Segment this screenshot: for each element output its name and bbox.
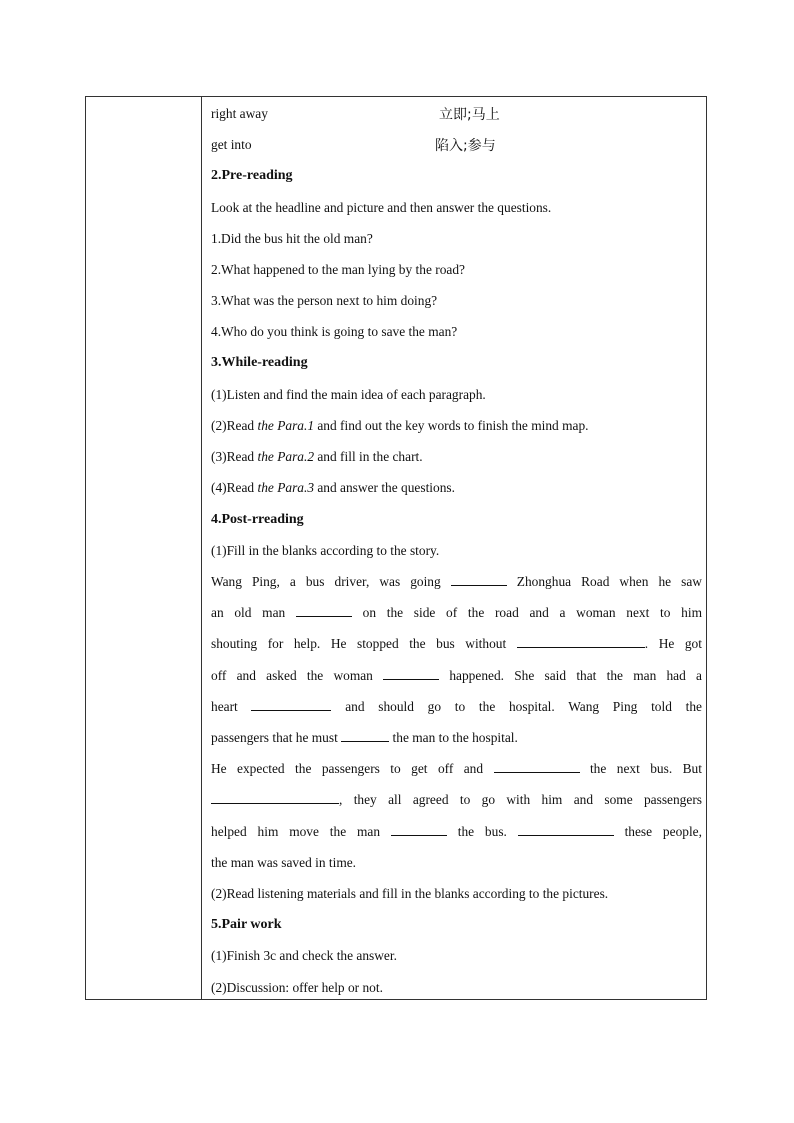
instruction: Look at the headline and picture and then answer the questions. bbox=[211, 200, 552, 215]
task: (1)Finish 3c and check the answer. bbox=[211, 948, 397, 963]
passage-line: shouting for help. He stopped the bus without . He got bbox=[211, 636, 702, 651]
task: (1)Listen and find the main idea of each paragraph. bbox=[211, 387, 486, 402]
section-heading: 2.Pre-reading bbox=[211, 168, 293, 183]
vocab-en: get into bbox=[211, 137, 252, 152]
blank[interactable] bbox=[383, 666, 439, 680]
question: 4.Who do you think is going to save the man? bbox=[211, 324, 458, 339]
task: (1)Fill in the blanks according to the story. bbox=[211, 543, 440, 558]
passage-line: helped him move the man the bus. these people, bbox=[211, 824, 702, 839]
passage-line: off and asked the woman happened. She said that the man had a bbox=[211, 668, 702, 683]
blank[interactable] bbox=[341, 728, 389, 742]
section-heading: 3.While-reading bbox=[211, 355, 308, 370]
vocab-en: right away bbox=[211, 106, 268, 121]
blank[interactable] bbox=[251, 697, 331, 711]
blank[interactable] bbox=[451, 572, 507, 586]
task: (3)Read the Para.2 and fill in the chart. bbox=[211, 449, 423, 464]
passage-line: an old man on the side of the road and a woman next to him bbox=[211, 605, 702, 620]
section-heading: 4.Post-rreading bbox=[211, 512, 304, 527]
question: 2.What happened to the man lying by the road? bbox=[211, 262, 465, 277]
task: (4)Read the Para.3 and answer the questions. bbox=[211, 480, 455, 495]
vocab-zh: 立即;马上 bbox=[439, 107, 500, 123]
column-divider bbox=[201, 97, 202, 999]
blank[interactable] bbox=[211, 790, 339, 804]
task: (2)Read the Para.1 and find out the key words to finish the mind map. bbox=[211, 418, 589, 433]
passage-line: passengers that he must the man to the hospital. bbox=[211, 730, 518, 745]
question: 1.Did the bus hit the old man? bbox=[211, 231, 373, 246]
passage-line: heart and should go to the hospital. Wang Ping told the bbox=[211, 699, 702, 714]
blank[interactable] bbox=[391, 822, 447, 836]
lesson-table bbox=[85, 96, 707, 1000]
task: (2)Discussion: offer help or not. bbox=[211, 980, 383, 995]
passage-line: , they all agreed to go with him and some passengers bbox=[211, 790, 702, 810]
passage-line: the man was saved in time. bbox=[211, 855, 357, 870]
vocab-zh: 陷入;参与 bbox=[435, 138, 496, 154]
blank[interactable] bbox=[517, 634, 645, 648]
blank[interactable] bbox=[296, 603, 352, 617]
passage-line: He expected the passengers to get off and the next bus. But bbox=[211, 761, 702, 776]
question: 3.What was the person next to him doing? bbox=[211, 293, 438, 308]
task: (2)Read listening materials and fill in the blanks according to the pictures. bbox=[211, 886, 609, 901]
section-heading: 5.Pair work bbox=[211, 917, 282, 932]
blank[interactable] bbox=[518, 822, 614, 836]
blank[interactable] bbox=[494, 759, 580, 773]
passage-line: Wang Ping, a bus driver, was going Zhonghua Road when he saw bbox=[211, 574, 702, 589]
